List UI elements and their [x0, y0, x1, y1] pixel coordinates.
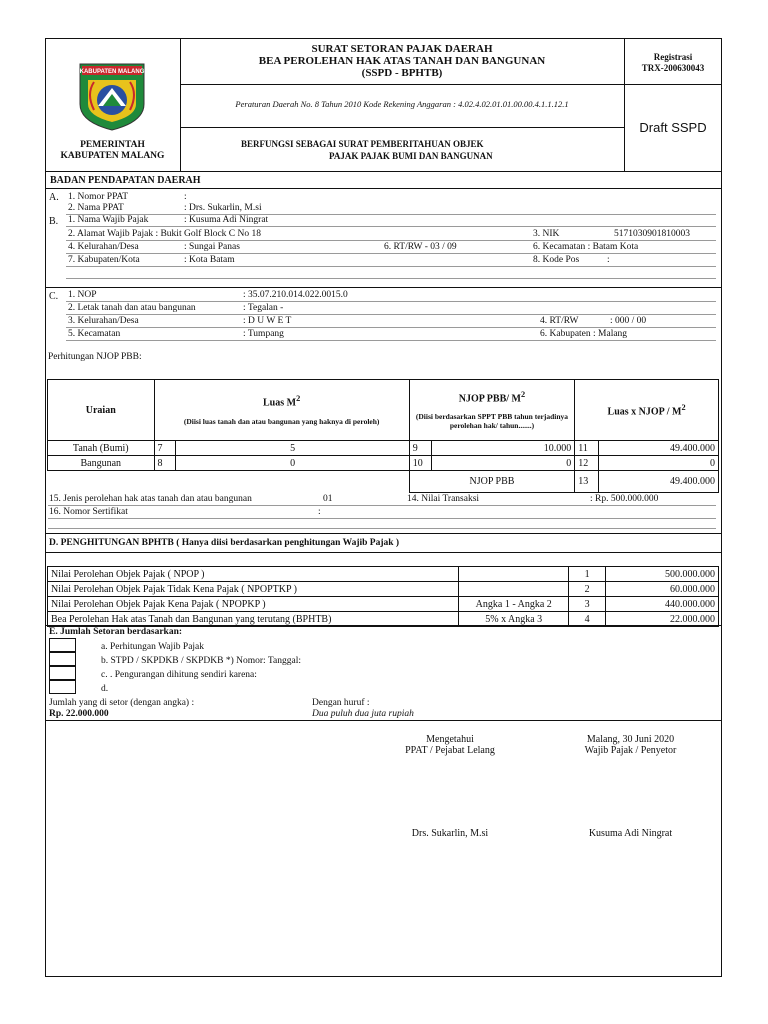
- option-d-checkbox[interactable]: [49, 680, 76, 694]
- header-rule-reg: [624, 84, 722, 85]
- row-num: 11: [575, 441, 599, 456]
- location-value: : Tegalan -: [243, 303, 284, 313]
- header-njop: [409, 380, 574, 441]
- object-rtrw-label: 4. RT/RW: [540, 316, 579, 326]
- row-num: 1: [569, 567, 606, 582]
- object-kecamatan-label: 5. Kecamatan: [68, 329, 121, 339]
- empty-cell: [48, 471, 410, 493]
- rule: [66, 301, 716, 302]
- rule: [66, 340, 716, 341]
- location-label: 2. Letak tanah dan atau bangunan: [68, 303, 196, 313]
- option-c-checkbox[interactable]: [49, 666, 76, 680]
- option-a-label: a. Perhitungan Wajib Pajak: [101, 642, 205, 652]
- row-total: 0: [599, 456, 719, 471]
- regulation-text: Peraturan Daerah No. 8 Tahun 2010 Kode Rekening Anggaran : 4.02.4.02.01.01.00.00.4.1.1.12.1: [235, 99, 569, 109]
- transaction-value: : Rp. 500.000.000: [590, 494, 659, 504]
- logo-banner-text: KABUPATEN MALANG: [79, 69, 145, 75]
- certificate-label: 16. Nomor Sertifikat: [49, 507, 128, 517]
- function-line-1: BERFUNGSI SEBAGAI SURAT PEMBERITAHUAN OBJEK: [241, 139, 484, 149]
- njop-pbb-value: 49.400.000: [599, 471, 719, 493]
- header-njop-sup: 2: [520, 389, 526, 399]
- section-c-marker: C.: [49, 291, 59, 302]
- amount-words-label: Dengan huruf :: [312, 698, 370, 708]
- postal-code-value: :: [607, 255, 610, 265]
- section-c-bottom-rule: [45, 533, 722, 534]
- row-label: Nilai Perolehan Objek Pajak Kena Pajak ( NPOPKP ): [48, 597, 459, 612]
- section-a-marker: A.: [49, 192, 59, 203]
- taxpayer-signatory-name: Kusuma Adi Ningrat: [588, 828, 673, 839]
- header-luas-note: (Diisi luas tanah dan atau bangunan yang haknya di peroleh): [183, 416, 380, 426]
- section-d-title: D. PENGHITUNGAN BPHTB ( Hanya diisi berdasarkan penghitungan Wajib Pajak ): [49, 538, 400, 548]
- njop-table: [47, 379, 719, 493]
- row-num: 3: [569, 597, 606, 612]
- postal-code-label: 8. Kode Pos: [533, 255, 580, 265]
- option-b-checkbox[interactable]: [49, 652, 76, 666]
- taxpayer-name-label: 1. Nama Wajib Pajak: [68, 215, 149, 225]
- header-luas: [154, 380, 409, 441]
- kabupaten-malang-logo: [76, 60, 148, 132]
- nop-label: 1. NOP: [68, 290, 97, 300]
- row-njop: 0: [432, 456, 575, 471]
- nik-value: 5171030901810003: [614, 229, 690, 239]
- function-line-2: PAJAK PAJAK BUMI DAN BANGUNAN: [329, 151, 493, 161]
- taxpayer-kelurahan-label: 4. Kelurahan/Desa: [68, 242, 139, 252]
- row-label: Tanah (Bumi): [48, 441, 155, 456]
- section-b-marker: B.: [49, 216, 59, 227]
- table-row: [48, 582, 719, 597]
- row-label: Bangunan: [48, 456, 155, 471]
- rule: [66, 278, 716, 279]
- ppat-signatory-name: Drs. Sukarlin, M.si: [411, 828, 489, 839]
- agency-title: BADAN PENDAPATAN DAERAH: [50, 175, 201, 186]
- gov-line-1: PEMERINTAH: [80, 140, 145, 150]
- row-luas: 0: [176, 456, 409, 471]
- rule: [66, 253, 716, 254]
- row-formula: Angka 1 - Angka 2: [459, 597, 569, 612]
- header-uraian: Uraian: [48, 380, 155, 441]
- header-bottom-rule: [45, 171, 722, 172]
- ppat-name-value: : Drs. Sukarlin, M.si: [184, 203, 262, 213]
- table-row: [48, 567, 719, 582]
- row-num: 12: [575, 456, 599, 471]
- gov-line-2: KABUPATEN MALANG: [60, 151, 165, 161]
- row-luas: 5: [176, 441, 409, 456]
- header-total-sup: 2: [681, 402, 686, 412]
- row-value: 440.000.000: [606, 597, 719, 612]
- row-total: 49.400.000: [599, 441, 719, 456]
- header-total-text: Luas x NJOP / M: [607, 406, 682, 418]
- taxpayer-name-value: : Kusuma Adi Ningrat: [184, 215, 269, 225]
- row-num: 4: [569, 612, 606, 627]
- section-e-title: E. Jumlah Setoran berdasarkan:: [49, 627, 183, 637]
- header-rule-2: [180, 127, 624, 128]
- object-kecamatan-value: : Tumpang: [243, 329, 284, 339]
- row-label: Nilai Perolehan Objek Pajak Tidak Kena Pajak ( NPOPTKP ): [48, 582, 459, 597]
- title-line-2: BEA PEROLEHAN HAK ATAS TANAH DAN BANGUNAN: [258, 55, 546, 67]
- signature-date: Malang, 30 Juni 2020: [586, 734, 675, 745]
- amount-value: Rp. 22.000.000: [49, 709, 109, 719]
- header-njop-note: (Diisi berdasarkan SPPT PBB tahun terjadinya perolehan hak/ tahun.......): [415, 412, 569, 431]
- section-d-title-rule: [45, 552, 722, 553]
- acquisition-type-label: 15. Jenis perolehan hak atas tanah dan atau bangunan: [49, 494, 252, 504]
- row-value: 60.000.000: [606, 582, 719, 597]
- taxpayer-kecamatan: 6. Kecamatan : Batam Kota: [533, 242, 639, 252]
- row-value: 22.000.000: [606, 612, 719, 627]
- option-c-label: c. . Pengurangan dihitung sendiri karena:: [101, 670, 257, 680]
- object-kelurahan-label: 3. Kelurahan/Desa: [68, 316, 139, 326]
- rule: [48, 528, 716, 529]
- rule: [66, 240, 716, 241]
- nik-label: 3. NIK: [533, 229, 560, 239]
- bphtb-table: [47, 566, 719, 627]
- acquisition-type-value: 01: [323, 494, 333, 504]
- header-luas-sup: 2: [296, 394, 301, 404]
- option-b-label: b. STPD / SKPDKB / SKPDKB *) Nomor: Tanggal:: [101, 656, 302, 666]
- amount-words-value: Dua puluh dua juta rupiah: [312, 709, 414, 719]
- row-num: 2: [569, 582, 606, 597]
- row-num: 7: [154, 441, 176, 456]
- row-label: Bea Perolehan Hak atas Tanah dan Bangunan yang terutang (BPHTB): [48, 612, 459, 627]
- ppat-number-value: :: [184, 192, 187, 202]
- amount-label: Jumlah yang di setor (dengan angka) :: [49, 698, 195, 708]
- rule: [66, 226, 716, 227]
- njop-pbb-label: NJOP PBB: [409, 471, 574, 493]
- taxpayer-title: Wajib Pajak / Penyetor: [584, 745, 677, 756]
- njop-title: Perhitungan NJOP PBB:: [48, 352, 142, 362]
- row-value: 500.000.000: [606, 567, 719, 582]
- ppat-name-label: 2. Nama PPAT: [68, 203, 124, 213]
- row-label: Nilai Perolehan Objek Pajak ( NPOP ): [48, 567, 459, 582]
- ppat-number-label: 1. Nomor PPAT: [68, 192, 129, 202]
- header-njop-text: NJOP PBB/ M: [458, 393, 521, 405]
- rule: [66, 266, 716, 267]
- njop-pbb-number: 13: [575, 471, 599, 493]
- taxpayer-rtrw: 6. RT/RW - 03 / 09: [384, 242, 457, 252]
- agency-rule: [45, 188, 722, 189]
- header-rule-1: [180, 84, 624, 85]
- row-njop: 10.000: [432, 441, 575, 456]
- row-formula: [459, 567, 569, 582]
- section-e-bottom-rule: [45, 720, 722, 721]
- rule: [48, 505, 716, 506]
- nop-value: : 35.07.210.014.022.0015.0: [243, 290, 348, 300]
- table-row: [48, 597, 719, 612]
- row-formula: [459, 582, 569, 597]
- table-row: [48, 456, 719, 471]
- table-row: [48, 441, 719, 456]
- ppat-title: PPAT / Pejabat Lelang: [405, 745, 495, 756]
- rule: [66, 314, 716, 315]
- option-d-label: d.: [101, 684, 109, 694]
- title-line-3: (SSPD - BPHTB): [361, 67, 443, 79]
- transaction-label: 14. Nilai Transaksi: [407, 494, 480, 504]
- registration-label: Registrasi: [653, 52, 693, 62]
- row-num: 9: [409, 441, 431, 456]
- taxpayer-address: 2. Alamat Wajib Pajak : Bukit Golf Block C No 18: [68, 229, 262, 239]
- taxpayer-kabupaten-value: : Kota Batam: [184, 255, 235, 265]
- title-line-1: SURAT SETORAN PAJAK DAERAH: [311, 43, 493, 55]
- rule: [66, 214, 716, 215]
- object-kabupaten: 6. Kabupaten : Malang: [540, 329, 628, 339]
- draft-label: Draft SSPD: [639, 120, 707, 135]
- acknowledged-label: Mengetahui: [426, 734, 474, 745]
- rule: [48, 518, 716, 519]
- section-d-bottom-rule: [45, 625, 722, 626]
- option-a-checkbox[interactable]: [49, 638, 76, 652]
- taxpayer-kabupaten-label: 7. Kabupaten/Kota: [68, 255, 140, 265]
- object-kelurahan-value: : D U W E T: [243, 316, 292, 326]
- header-luas-text: Luas M: [263, 397, 297, 409]
- row-formula: 5% x Angka 3: [459, 612, 569, 627]
- section-ab-bottom-rule: [45, 287, 722, 288]
- row-num: 8: [154, 456, 176, 471]
- table-row: [48, 471, 719, 493]
- taxpayer-kelurahan-value: : Sungai Panas: [184, 242, 240, 252]
- header-total: [575, 380, 719, 441]
- row-num: 10: [409, 456, 431, 471]
- registration-number: TRX-200630043: [641, 63, 705, 73]
- certificate-value: :: [318, 507, 321, 517]
- object-rtrw-value: : 000 / 00: [610, 316, 647, 326]
- rule: [66, 327, 716, 328]
